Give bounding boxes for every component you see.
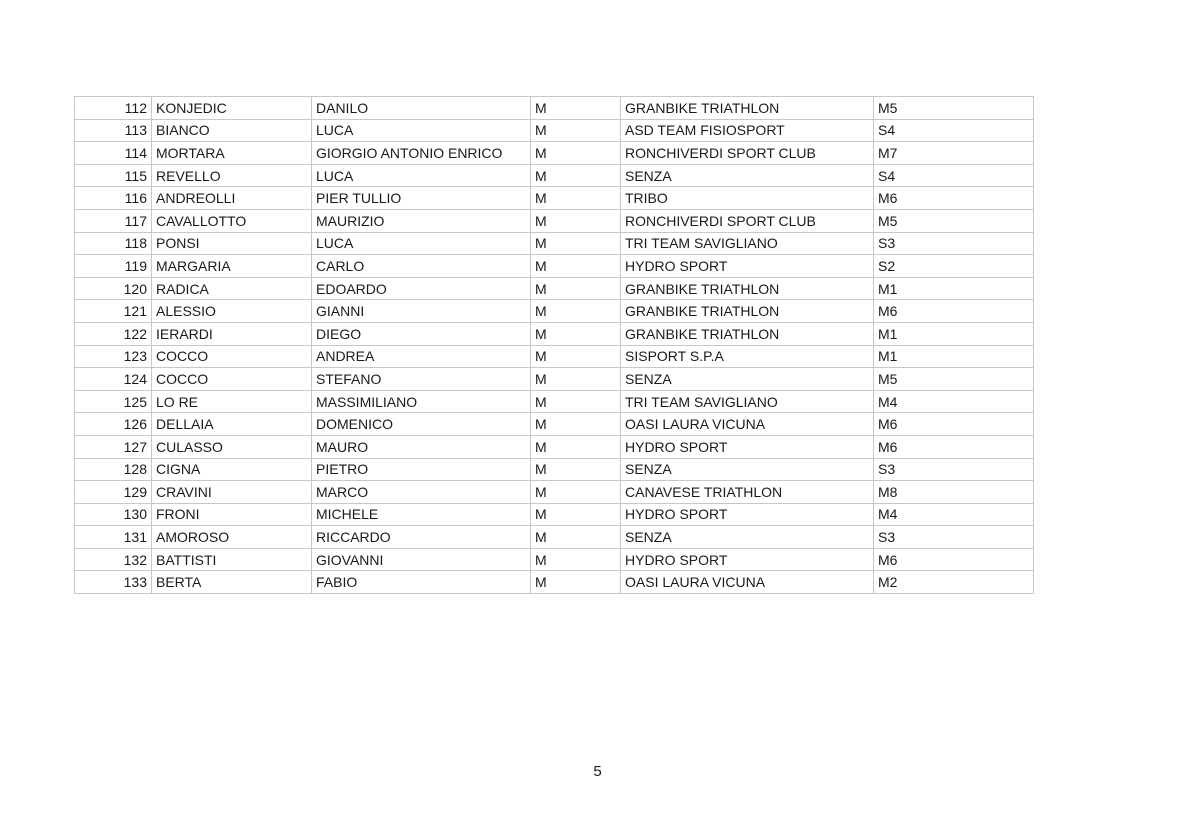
team-cell: HYDRO SPORT — [621, 503, 874, 526]
category-cell: S3 — [874, 526, 1034, 549]
category-cell: M1 — [874, 277, 1034, 300]
table-row — [75, 571, 1034, 594]
last-name-cell: COCCO — [152, 345, 312, 368]
bib-number-cell: 132 — [75, 548, 152, 571]
bib-number-cell: 122 — [75, 322, 152, 345]
category-cell: S4 — [874, 164, 1034, 187]
table-row — [75, 435, 1034, 458]
sex-cell: M — [531, 119, 621, 142]
last-name-cell: BATTISTI — [152, 548, 312, 571]
table-row — [75, 300, 1034, 323]
category-cell: M6 — [874, 300, 1034, 323]
first-name-cell: DANILO — [312, 97, 531, 120]
first-name-cell: MARCO — [312, 481, 531, 504]
team-cell: RONCHIVERDI SPORT CLUB — [621, 142, 874, 165]
bib-number-cell: 117 — [75, 209, 152, 232]
last-name-cell: CAVALLOTTO — [152, 209, 312, 232]
page-number: 5 — [593, 763, 602, 780]
team-cell: SENZA — [621, 458, 874, 481]
team-cell: OASI LAURA VICUNA — [621, 413, 874, 436]
table-row — [75, 390, 1034, 413]
last-name-cell: DELLAIA — [152, 413, 312, 436]
table-row — [75, 345, 1034, 368]
sex-cell: M — [531, 232, 621, 255]
sex-cell: M — [531, 526, 621, 549]
bib-number-cell: 114 — [75, 142, 152, 165]
bib-number-cell: 131 — [75, 526, 152, 549]
first-name-cell: PIER TULLIO — [312, 187, 531, 210]
category-cell: M5 — [874, 209, 1034, 232]
sex-cell: M — [531, 435, 621, 458]
table-row — [75, 322, 1034, 345]
category-cell: S3 — [874, 458, 1034, 481]
table-row — [75, 255, 1034, 278]
sex-cell: M — [531, 345, 621, 368]
sex-cell: M — [531, 142, 621, 165]
sex-cell: M — [531, 187, 621, 210]
participants-table — [74, 96, 1034, 594]
first-name-cell: MAURIZIO — [312, 209, 531, 232]
last-name-cell: BERTA — [152, 571, 312, 594]
first-name-cell: LUCA — [312, 232, 531, 255]
first-name-cell: MASSIMILIANO — [312, 390, 531, 413]
category-cell: S4 — [874, 119, 1034, 142]
last-name-cell: KONJEDIC — [152, 97, 312, 120]
sex-cell: M — [531, 164, 621, 187]
bib-number-cell: 133 — [75, 571, 152, 594]
table-row — [75, 548, 1034, 571]
last-name-cell: ANDREOLLI — [152, 187, 312, 210]
first-name-cell: GIANNI — [312, 300, 531, 323]
first-name-cell: GIORGIO ANTONIO ENRICO — [312, 142, 531, 165]
first-name-cell: DIEGO — [312, 322, 531, 345]
bib-number-cell: 125 — [75, 390, 152, 413]
last-name-cell: AMOROSO — [152, 526, 312, 549]
table-row — [75, 97, 1034, 120]
first-name-cell: MAURO — [312, 435, 531, 458]
bib-number-cell: 118 — [75, 232, 152, 255]
team-cell: GRANBIKE TRIATHLON — [621, 277, 874, 300]
team-cell: SENZA — [621, 368, 874, 391]
first-name-cell: RICCARDO — [312, 526, 531, 549]
first-name-cell: GIOVANNI — [312, 548, 531, 571]
first-name-cell: LUCA — [312, 119, 531, 142]
sex-cell: M — [531, 390, 621, 413]
team-cell: RONCHIVERDI SPORT CLUB — [621, 209, 874, 232]
team-cell: SENZA — [621, 526, 874, 549]
category-cell: M6 — [874, 435, 1034, 458]
table-row — [75, 481, 1034, 504]
sex-cell: M — [531, 209, 621, 232]
category-cell: M2 — [874, 571, 1034, 594]
sex-cell: M — [531, 458, 621, 481]
team-cell: HYDRO SPORT — [621, 548, 874, 571]
sex-cell: M — [531, 97, 621, 120]
table-row — [75, 142, 1034, 165]
bib-number-cell: 127 — [75, 435, 152, 458]
team-cell: HYDRO SPORT — [621, 255, 874, 278]
team-cell: TRI TEAM SAVIGLIANO — [621, 232, 874, 255]
bib-number-cell: 113 — [75, 119, 152, 142]
last-name-cell: CRAVINI — [152, 481, 312, 504]
bib-number-cell: 124 — [75, 368, 152, 391]
last-name-cell: RADICA — [152, 277, 312, 300]
table-row — [75, 119, 1034, 142]
category-cell: M8 — [874, 481, 1034, 504]
bib-number-cell: 128 — [75, 458, 152, 481]
last-name-cell: MORTARA — [152, 142, 312, 165]
first-name-cell: CARLO — [312, 255, 531, 278]
team-cell: TRI TEAM SAVIGLIANO — [621, 390, 874, 413]
last-name-cell: BIANCO — [152, 119, 312, 142]
table-row — [75, 526, 1034, 549]
team-cell: TRIBO — [621, 187, 874, 210]
last-name-cell: REVELLO — [152, 164, 312, 187]
sex-cell: M — [531, 413, 621, 436]
category-cell: M6 — [874, 548, 1034, 571]
table-row — [75, 413, 1034, 436]
first-name-cell: LUCA — [312, 164, 531, 187]
sex-cell: M — [531, 322, 621, 345]
sex-cell: M — [531, 300, 621, 323]
participants-table-body — [75, 97, 1034, 594]
category-cell: S3 — [874, 232, 1034, 255]
sex-cell: M — [531, 368, 621, 391]
first-name-cell: EDOARDO — [312, 277, 531, 300]
last-name-cell: LO RE — [152, 390, 312, 413]
last-name-cell: PONSI — [152, 232, 312, 255]
bib-number-cell: 119 — [75, 255, 152, 278]
table-row — [75, 187, 1034, 210]
team-cell: GRANBIKE TRIATHLON — [621, 300, 874, 323]
bib-number-cell: 130 — [75, 503, 152, 526]
team-cell: SENZA — [621, 164, 874, 187]
category-cell: S2 — [874, 255, 1034, 278]
category-cell: M1 — [874, 345, 1034, 368]
team-cell: HYDRO SPORT — [621, 435, 874, 458]
first-name-cell: DOMENICO — [312, 413, 531, 436]
last-name-cell: IERARDI — [152, 322, 312, 345]
sex-cell: M — [531, 277, 621, 300]
sex-cell: M — [531, 503, 621, 526]
bib-number-cell: 116 — [75, 187, 152, 210]
first-name-cell: STEFANO — [312, 368, 531, 391]
sex-cell: M — [531, 571, 621, 594]
sex-cell: M — [531, 255, 621, 278]
last-name-cell: MARGARIA — [152, 255, 312, 278]
first-name-cell: FABIO — [312, 571, 531, 594]
bib-number-cell: 112 — [75, 97, 152, 120]
bib-number-cell: 123 — [75, 345, 152, 368]
category-cell: M4 — [874, 503, 1034, 526]
team-cell: ASD TEAM FISIOSPORT — [621, 119, 874, 142]
category-cell: M5 — [874, 368, 1034, 391]
table-row — [75, 209, 1034, 232]
bib-number-cell: 115 — [75, 164, 152, 187]
last-name-cell: ALESSIO — [152, 300, 312, 323]
table-row — [75, 164, 1034, 187]
table-row — [75, 368, 1034, 391]
team-cell: GRANBIKE TRIATHLON — [621, 97, 874, 120]
table-row — [75, 277, 1034, 300]
category-cell: M6 — [874, 413, 1034, 436]
team-cell: GRANBIKE TRIATHLON — [621, 322, 874, 345]
category-cell: M5 — [874, 97, 1034, 120]
bib-number-cell: 129 — [75, 481, 152, 504]
last-name-cell: FRONI — [152, 503, 312, 526]
first-name-cell: MICHELE — [312, 503, 531, 526]
last-name-cell: COCCO — [152, 368, 312, 391]
category-cell: M4 — [874, 390, 1034, 413]
category-cell: M7 — [874, 142, 1034, 165]
bib-number-cell: 126 — [75, 413, 152, 436]
first-name-cell: ANDREA — [312, 345, 531, 368]
bib-number-cell: 120 — [75, 277, 152, 300]
team-cell: CANAVESE TRIATHLON — [621, 481, 874, 504]
last-name-cell: CULASSO — [152, 435, 312, 458]
bib-number-cell: 121 — [75, 300, 152, 323]
table-row — [75, 458, 1034, 481]
table-row — [75, 503, 1034, 526]
first-name-cell: PIETRO — [312, 458, 531, 481]
last-name-cell: CIGNA — [152, 458, 312, 481]
team-cell: OASI LAURA VICUNA — [621, 571, 874, 594]
category-cell: M1 — [874, 322, 1034, 345]
sex-cell: M — [531, 548, 621, 571]
sex-cell: M — [531, 481, 621, 504]
team-cell: SISPORT S.P.A — [621, 345, 874, 368]
table-row — [75, 232, 1034, 255]
category-cell: M6 — [874, 187, 1034, 210]
